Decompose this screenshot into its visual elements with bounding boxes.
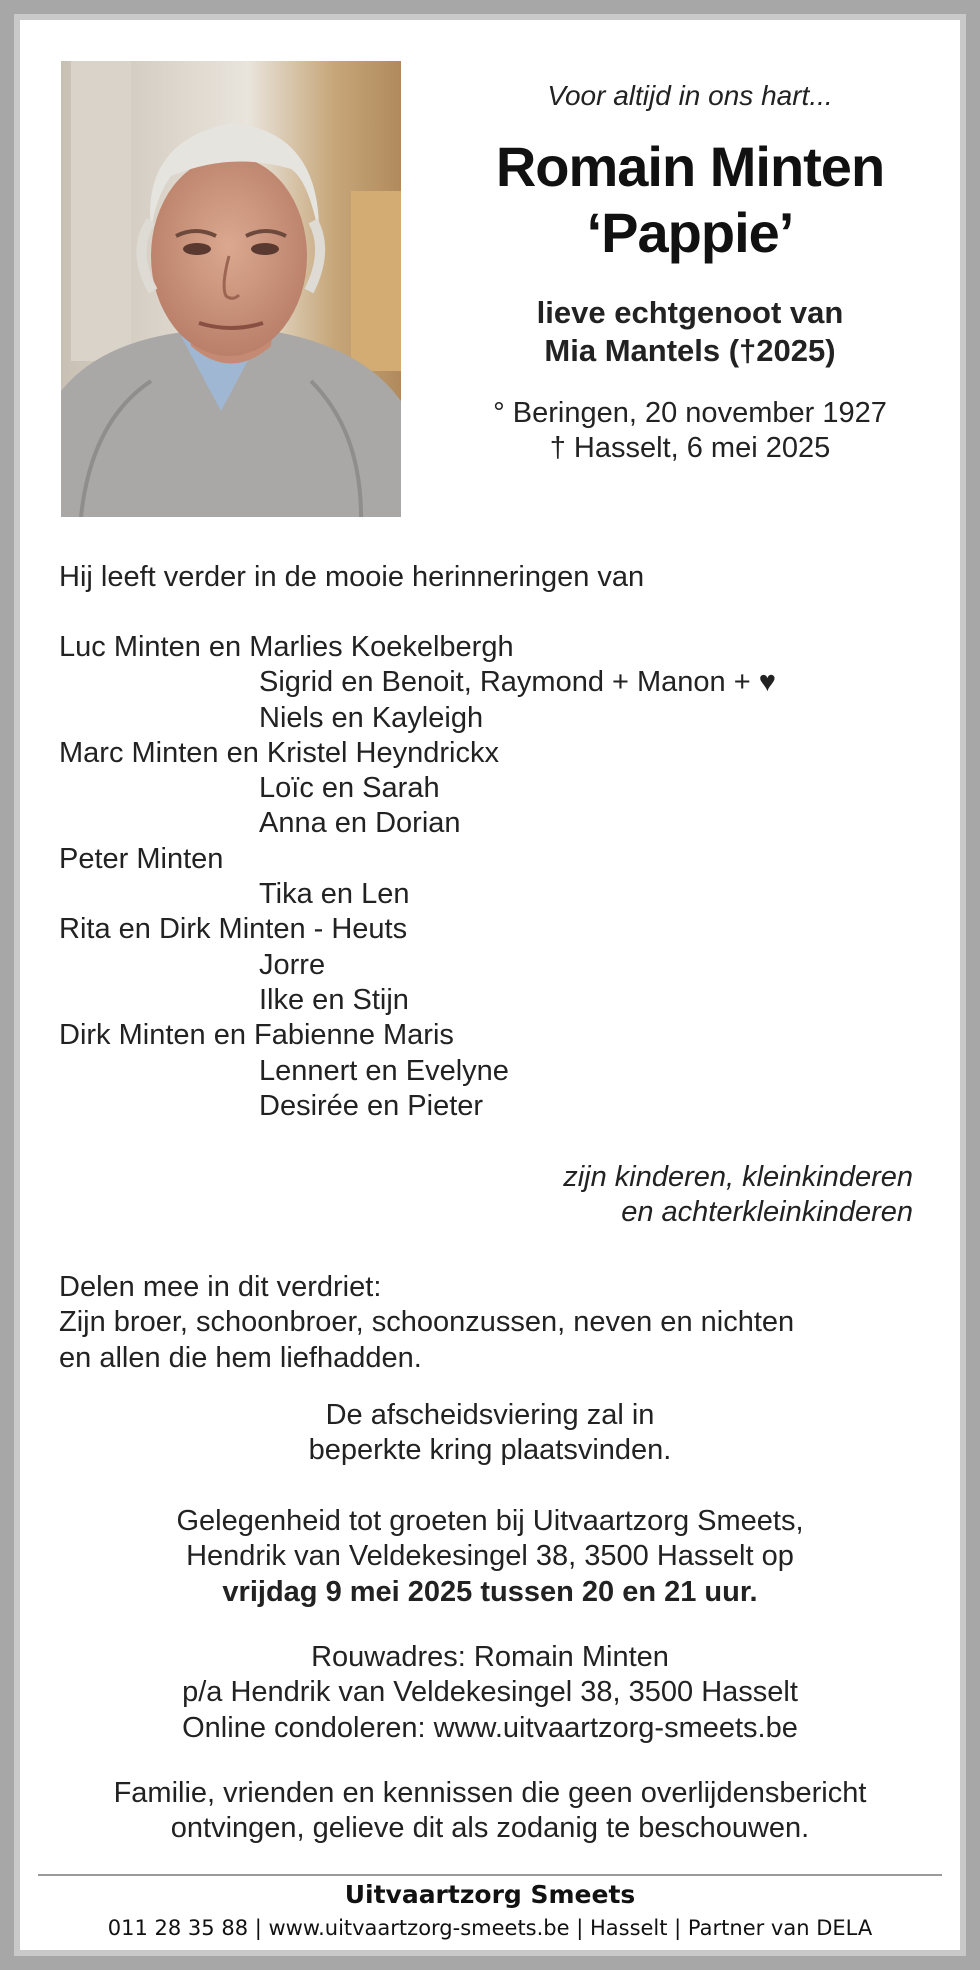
relation-text xyxy=(563,1160,913,1231)
relation-line-1: zijn kinderen, kleinkinderen xyxy=(563,1161,913,1193)
obituary-card xyxy=(14,14,966,1956)
children-line: Rita en Dirk Minten - Heuts xyxy=(59,913,408,946)
footer-info: 011 28 35 88 | www.uitvaartzorg-smeets.be | Hasselt | Partner van DELA xyxy=(107,1916,873,1940)
deceased-full-name: Romain Minten xyxy=(495,135,885,198)
footer-title: Uitvaartzorg Smeets xyxy=(344,1880,636,1909)
tagline: Voor altijd in ons hart... xyxy=(547,80,833,111)
children-line: Peter Minten xyxy=(59,842,224,875)
address-line-2: p/a Hendrik van Veldekesingel 38, 3500 Hasselt xyxy=(182,1676,798,1709)
grandchildren-line: Desirée en Pieter xyxy=(259,1089,484,1122)
grandchildren-line: Jorre xyxy=(259,948,326,981)
grandchildren-line: Ilke en Stijn xyxy=(259,983,409,1016)
visit-line-3 xyxy=(20,1575,960,1610)
share-line-1: Delen mee in dit verdriet: xyxy=(59,1271,382,1303)
grandchildren-line: Niels en Kayleigh xyxy=(259,701,484,734)
visitation-block xyxy=(20,1504,960,1610)
intro-text: Hij leeft verder in de mooie herinneringen van xyxy=(59,561,645,593)
grandchildren-line: Lennert en Evelyne xyxy=(259,1054,509,1087)
visit-datetime: vrijdag 9 mei 2025 tussen 20 en 21 uur. xyxy=(222,1575,758,1608)
portrait-illustration xyxy=(61,61,401,517)
spouse-info xyxy=(420,294,960,370)
notice-block xyxy=(20,1776,960,1847)
notice-line-2: ontvingen, gelieve dit als zodanig te beschouwen. xyxy=(170,1812,810,1845)
grandchildren-line: Anna en Dorian xyxy=(259,807,461,840)
spouse-line-1: lieve echtgenoot van xyxy=(536,295,844,330)
header-block xyxy=(420,80,960,466)
visit-line-2: Hendrik van Veldekesingel 38, 3500 Hasselt op xyxy=(186,1540,794,1573)
address-block xyxy=(20,1640,960,1746)
spouse-line-2: Mia Mantels (†2025) xyxy=(544,333,836,368)
deceased-name xyxy=(420,134,960,266)
grandchildren-line: Sigrid en Benoit, Raymond + Manon + ♥ xyxy=(259,666,776,699)
children-line: Dirk Minten en Fabienne Maris xyxy=(59,1019,454,1052)
farewell-line-2: beperkte kring plaatsvinden. xyxy=(308,1434,672,1467)
deceased-nickname: ‘Pappie’ xyxy=(586,201,794,264)
footer-divider xyxy=(38,1874,942,1876)
family-list xyxy=(59,630,939,1124)
farewell-block xyxy=(20,1398,960,1469)
children-line: Marc Minten en Kristel Heyndrickx xyxy=(59,736,499,769)
grandchildren-line: Loïc en Sarah xyxy=(259,772,440,805)
life-dates xyxy=(420,396,960,466)
notice-line-1: Familie, vrienden en kennissen die geen overlijdensbericht xyxy=(113,1777,867,1809)
share-grief-block xyxy=(59,1270,794,1376)
farewell-line-1: De afscheidsviering zal in xyxy=(325,1399,655,1431)
share-line-3: en allen die hem liefhadden. xyxy=(59,1341,422,1374)
visit-line-1: Gelegenheid tot groeten bij Uitvaartzorg Smeets, xyxy=(176,1505,804,1537)
portrait-photo xyxy=(61,61,401,517)
address-line-1: Rouwadres: Romain Minten xyxy=(311,1641,669,1673)
address-line-3: Online condoleren: www.uitvaartzorg-smeets.be xyxy=(182,1711,798,1744)
relation-line-2: en achterkleinkinderen xyxy=(621,1196,913,1229)
death-date: † Hasselt, 6 mei 2025 xyxy=(549,432,831,464)
share-line-2: Zijn broer, schoonbroer, schoonzussen, neven en nichten xyxy=(59,1306,795,1339)
grandchildren-line: Tika en Len xyxy=(259,878,410,911)
birth-date: ° Beringen, 20 november 1927 xyxy=(493,397,887,429)
children-line: Luc Minten en Marlies Koekelbergh xyxy=(59,631,514,663)
